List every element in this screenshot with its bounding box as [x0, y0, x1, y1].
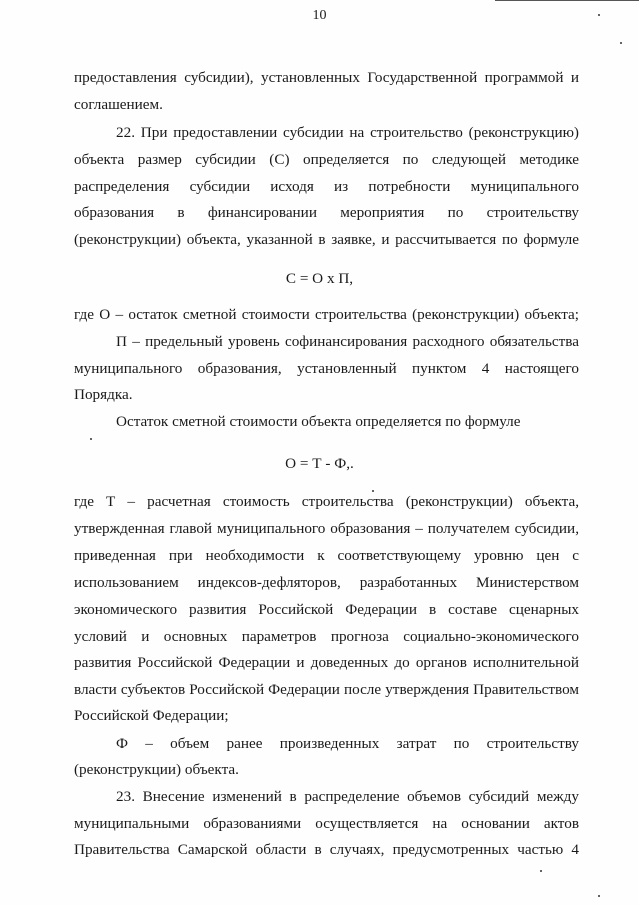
- paragraph-line: муниципального образования, установленный пунктом 4 настоящего: [74, 360, 579, 377]
- scan-speck: [620, 42, 622, 44]
- scan-edge-line: [495, 0, 639, 1]
- paragraph-line: образования в финансировании мероприятия по строительству: [74, 204, 579, 221]
- page-number: 10: [312, 8, 327, 23]
- paragraph-line: Правительства Самарской области в случаях, предусмотренных частью 4: [74, 841, 579, 858]
- scan-speck: [540, 870, 542, 872]
- paragraph-line: Порядка.: [74, 386, 133, 403]
- clause-23-line: 23. Внесение изменений в распределение объемов субсидий между: [116, 788, 579, 805]
- paragraph-line: власти субъектов Российской Федерации после утверждения Правительством: [74, 681, 579, 698]
- paragraph-line: экономического развития Российской Федерации в составе сценарных: [74, 601, 579, 618]
- formula-remainder: О = Т - Ф,.: [285, 455, 354, 472]
- paragraph-line: Российской Федерации;: [74, 707, 229, 724]
- scan-speck: [598, 895, 600, 897]
- scan-speck: [90, 438, 92, 440]
- definition-line: Ф – объем ранее произведенных затрат по строительству: [116, 735, 579, 752]
- clause-22-line: 22. При предоставлении субсидии на строительство (реконструкцию): [116, 124, 579, 141]
- paragraph-line: утвержденная главой муниципального образования – получателем субсидии,: [74, 520, 579, 537]
- paragraph-line: развития Российской Федерации и доведенных до органов исполнительной: [74, 654, 579, 671]
- scan-speck: [372, 490, 374, 492]
- paragraph-line: предоставления субсидии), установленных Государственной программой и: [74, 69, 579, 86]
- paragraph-line: (реконструкции) объекта.: [74, 761, 239, 778]
- definition-line: где О – остаток сметной стоимости строительства (реконструкции) объекта;: [74, 306, 579, 323]
- paragraph-line: распределения субсидии исходя из потребности муниципального: [74, 178, 579, 195]
- scan-speck: [598, 14, 600, 16]
- paragraph-line: объекта размер субсидии (С) определяется по следующей методике: [74, 151, 579, 168]
- paragraph-line: (реконструкции) объекта, указанной в заявке, и рассчитывается по формуле: [74, 231, 579, 248]
- formula-subsidy: С = О х П,: [285, 270, 354, 287]
- paragraph-line: соглашением.: [74, 96, 163, 113]
- paragraph-line: использованием индексов-дефляторов, разработанных Министерством: [74, 574, 579, 591]
- paragraph-line: приведенная при необходимости к соответствующему уровню цен с: [74, 547, 579, 564]
- paragraph-line: Остаток сметной стоимости объекта определяется по формуле: [116, 413, 521, 430]
- paragraph-line: условий и основных параметров прогноза социально-экономического: [74, 628, 579, 645]
- definition-line: П – предельный уровень софинансирования расходного обязательства: [116, 333, 579, 350]
- paragraph-line: муниципальными образованиями осуществляется на основании актов: [74, 815, 579, 832]
- definition-line: где Т – расчетная стоимость строительства (реконструкции) объекта,: [74, 493, 579, 510]
